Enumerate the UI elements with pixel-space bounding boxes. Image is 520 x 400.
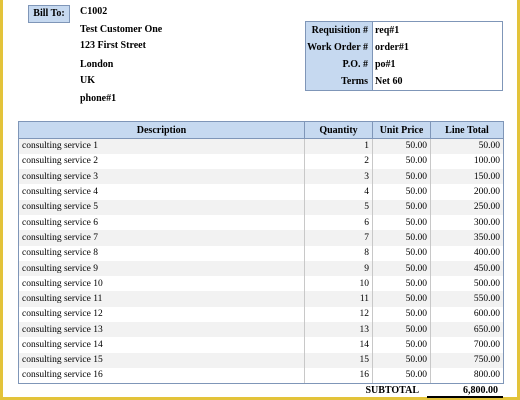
requisition-label: Requisition # xyxy=(306,22,373,39)
table-row xyxy=(19,368,504,383)
cell-description: consulting service 16 xyxy=(19,368,305,383)
cell-line-total: 500.00 xyxy=(431,276,504,291)
cell-unit-price: 50.00 xyxy=(373,307,431,322)
bill-to-label: Bill To: xyxy=(28,5,70,23)
table-row xyxy=(19,184,504,199)
cell-unit-price: 50.00 xyxy=(373,139,431,154)
cell-unit-price: 50.00 xyxy=(373,246,431,261)
header-line-total: Line Total xyxy=(431,122,504,139)
cell-description: consulting service 5 xyxy=(19,200,305,215)
cell-line-total: 50.00 xyxy=(431,139,504,154)
cell-description: consulting service 8 xyxy=(19,246,305,261)
header-quantity: Quantity xyxy=(305,122,373,139)
cell-quantity: 9 xyxy=(305,261,373,276)
order-info-box xyxy=(305,21,503,91)
header-unit-price: Unit Price xyxy=(373,122,431,139)
cell-quantity: 14 xyxy=(305,337,373,352)
cell-quantity: 15 xyxy=(305,353,373,368)
cell-description: consulting service 12 xyxy=(19,307,305,322)
cell-line-total: 150.00 xyxy=(431,169,504,184)
cell-quantity: 10 xyxy=(305,276,373,291)
terms-label: Terms xyxy=(306,73,373,90)
cell-unit-price: 50.00 xyxy=(373,322,431,337)
cell-quantity: 7 xyxy=(305,230,373,245)
requisition-value: req#1 xyxy=(375,25,400,36)
work-order-label: Work Order # xyxy=(306,39,373,56)
customer-city: London xyxy=(80,59,114,70)
cell-quantity: 3 xyxy=(305,169,373,184)
po-value: po#1 xyxy=(375,59,396,70)
table-row xyxy=(19,276,504,291)
cell-line-total: 750.00 xyxy=(431,353,504,368)
subtotal-value: 6,800.00 xyxy=(427,383,503,398)
customer-id: C1002 xyxy=(80,6,108,17)
cell-description: consulting service 14 xyxy=(19,337,305,352)
po-label: P.O. # xyxy=(306,56,373,73)
cell-quantity: 2 xyxy=(305,154,373,169)
cell-line-total: 200.00 xyxy=(431,184,504,199)
customer-name: Test Customer One xyxy=(80,24,163,35)
cell-line-total: 300.00 xyxy=(431,215,504,230)
work-order-value: order#1 xyxy=(375,42,409,53)
table-row xyxy=(19,200,504,215)
cell-unit-price: 50.00 xyxy=(373,291,431,306)
cell-unit-price: 50.00 xyxy=(373,184,431,199)
cell-quantity: 6 xyxy=(305,215,373,230)
cell-quantity: 11 xyxy=(305,291,373,306)
cell-quantity: 13 xyxy=(305,322,373,337)
cell-unit-price: 50.00 xyxy=(373,337,431,352)
table-row xyxy=(19,322,504,337)
table-row xyxy=(19,246,504,261)
cell-description: consulting service 9 xyxy=(19,261,305,276)
cell-description: consulting service 10 xyxy=(19,276,305,291)
table-row xyxy=(19,154,504,169)
cell-unit-price: 50.00 xyxy=(373,154,431,169)
table-row xyxy=(19,230,504,245)
cell-description: consulting service 3 xyxy=(19,169,305,184)
cell-quantity: 8 xyxy=(305,246,373,261)
header-description: Description xyxy=(19,122,305,139)
cell-unit-price: 50.00 xyxy=(373,353,431,368)
cell-unit-price: 50.00 xyxy=(373,200,431,215)
cell-quantity: 12 xyxy=(305,307,373,322)
cell-description: consulting service 15 xyxy=(19,353,305,368)
table-row xyxy=(19,337,504,352)
cell-unit-price: 50.00 xyxy=(373,230,431,245)
cell-line-total: 350.00 xyxy=(431,230,504,245)
cell-unit-price: 50.00 xyxy=(373,368,431,383)
cell-line-total: 650.00 xyxy=(431,322,504,337)
cell-description: consulting service 4 xyxy=(19,184,305,199)
cell-line-total: 600.00 xyxy=(431,307,504,322)
cell-unit-price: 50.00 xyxy=(373,261,431,276)
cell-quantity: 5 xyxy=(305,200,373,215)
table-row xyxy=(19,169,504,184)
cell-line-total: 450.00 xyxy=(431,261,504,276)
table-row xyxy=(19,261,504,276)
cell-quantity: 4 xyxy=(305,184,373,199)
table-header-row xyxy=(19,122,504,139)
cell-line-total: 550.00 xyxy=(431,291,504,306)
customer-country: UK xyxy=(80,75,95,86)
customer-phone: phone#1 xyxy=(80,93,117,104)
customer-street: 123 First Street xyxy=(80,40,146,51)
cell-quantity: 16 xyxy=(305,368,373,383)
table-row xyxy=(19,353,504,368)
cell-description: consulting service 6 xyxy=(19,215,305,230)
cell-quantity: 1 xyxy=(305,139,373,154)
table-row xyxy=(19,139,504,154)
cell-description: consulting service 1 xyxy=(19,139,305,154)
cell-description: consulting service 13 xyxy=(19,322,305,337)
line-items-table xyxy=(18,121,504,384)
table-row xyxy=(19,215,504,230)
cell-unit-price: 50.00 xyxy=(373,215,431,230)
table-row xyxy=(19,291,504,306)
cell-line-total: 800.00 xyxy=(431,368,504,383)
cell-line-total: 400.00 xyxy=(431,246,504,261)
terms-value: Net 60 xyxy=(375,76,403,87)
cell-unit-price: 50.00 xyxy=(373,169,431,184)
cell-description: consulting service 11 xyxy=(19,291,305,306)
subtotal-label: SUBTOTAL xyxy=(365,385,419,396)
cell-line-total: 700.00 xyxy=(431,337,504,352)
cell-description: consulting service 7 xyxy=(19,230,305,245)
table-row xyxy=(19,307,504,322)
cell-description: consulting service 2 xyxy=(19,154,305,169)
cell-line-total: 100.00 xyxy=(431,154,504,169)
cell-unit-price: 50.00 xyxy=(373,276,431,291)
cell-line-total: 250.00 xyxy=(431,200,504,215)
